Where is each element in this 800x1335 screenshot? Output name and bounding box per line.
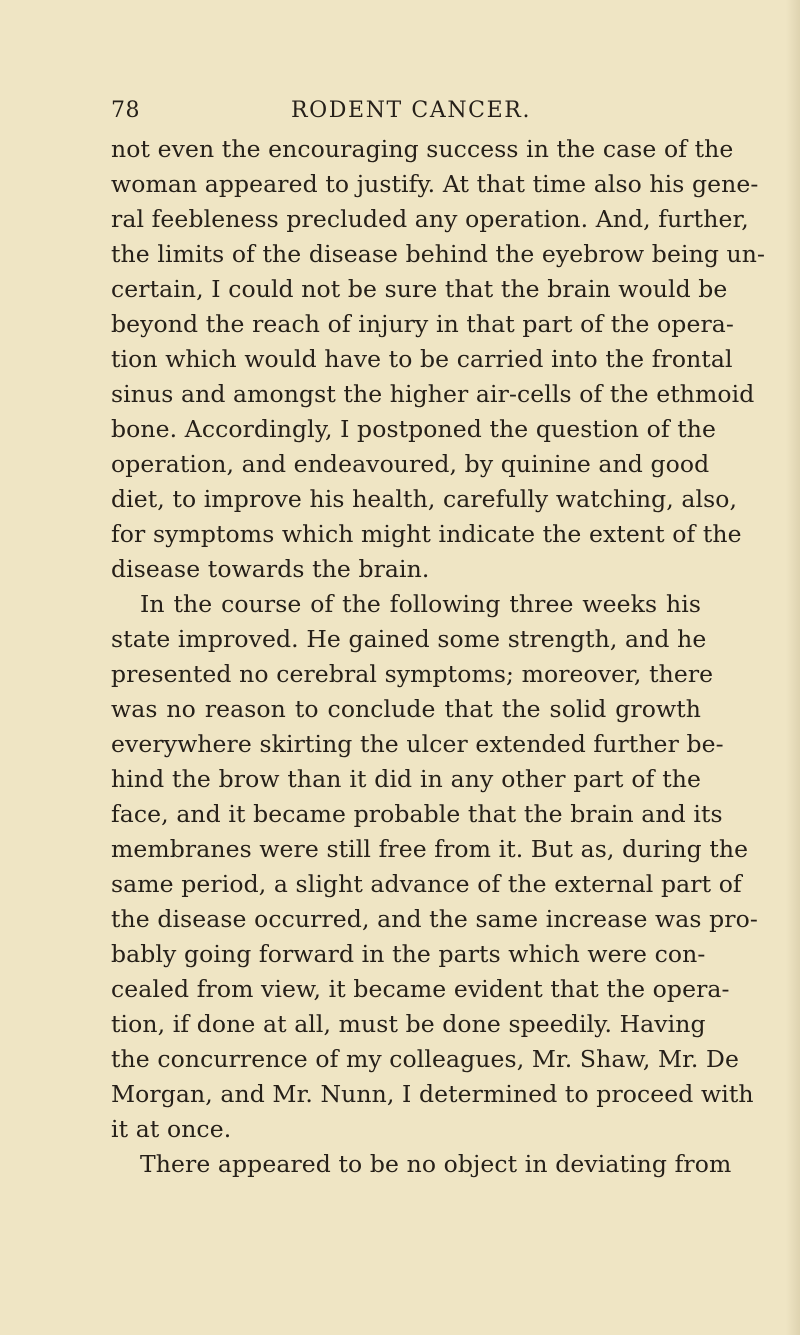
running-title: RODENT CANCER. bbox=[291, 98, 532, 123]
text-line: the limits of the disease behind the eyebrow being un- bbox=[111, 240, 766, 268]
text-line: Morgan, and Mr. Nunn, I determined to proceed with bbox=[111, 1080, 754, 1108]
text-line: was no reason to conclude that the solid growth bbox=[111, 695, 701, 723]
text-line: operation, and endeavoured, by quinine and good bbox=[111, 450, 710, 478]
text-line: not even the encouraging success in the case of the bbox=[111, 135, 734, 163]
text-line: bably going forward in the parts which were con- bbox=[111, 940, 706, 968]
text-line: for symptoms which might indicate the extent of the bbox=[111, 520, 742, 548]
text-line: it at once. bbox=[111, 1115, 232, 1143]
text-line: the disease occurred, and the same increase was pro- bbox=[111, 905, 758, 933]
text-line: state improved. He gained some strength, and he bbox=[111, 625, 707, 653]
text-line: the concurrence of my colleagues, Mr. Shaw, Mr. De bbox=[111, 1045, 740, 1073]
text-line: hind the brow than it did in any other part of the bbox=[111, 765, 701, 793]
text-line: cealed from view, it became evident that the opera- bbox=[111, 975, 730, 1003]
text-line: membranes were still free from it. But as, during the bbox=[111, 835, 749, 863]
text-line: tion, if done at all, must be done speedily. Having bbox=[111, 1010, 706, 1038]
text-line: same period, a slight advance of the external part of bbox=[111, 870, 742, 898]
text-line: woman appeared to justify. At that time also his gene- bbox=[111, 170, 759, 198]
text-line: beyond the reach of injury in that part of the opera- bbox=[111, 310, 734, 338]
text-line: certain, I could not be sure that the brain would be bbox=[111, 275, 728, 303]
text-line: everywhere skirting the ulcer extended further be- bbox=[111, 730, 724, 758]
page-number: 78 bbox=[111, 98, 140, 123]
text-line: There appeared to be no object in deviating from bbox=[140, 1150, 732, 1178]
running-head bbox=[111, 98, 711, 132]
text-line: bone. Accordingly, I postponed the question of the bbox=[111, 415, 717, 443]
text-line: ral feebleness precluded any operation. And, further, bbox=[111, 205, 749, 233]
text-line: face, and it became probable that the brain and its bbox=[111, 800, 723, 828]
body-text bbox=[111, 132, 766, 1182]
text-line: diet, to improve his health, carefully watching, also, bbox=[111, 485, 738, 513]
text-line: In the course of the following three weeks his bbox=[140, 590, 701, 618]
text-line: tion which would have to be carried into the frontal bbox=[111, 345, 733, 373]
text-line: disease towards the brain. bbox=[111, 555, 430, 583]
text-line: presented no cerebral symptoms; moreover, there bbox=[111, 660, 714, 688]
text-line: sinus and amongst the higher air-cells of the ethmoid bbox=[111, 380, 755, 408]
